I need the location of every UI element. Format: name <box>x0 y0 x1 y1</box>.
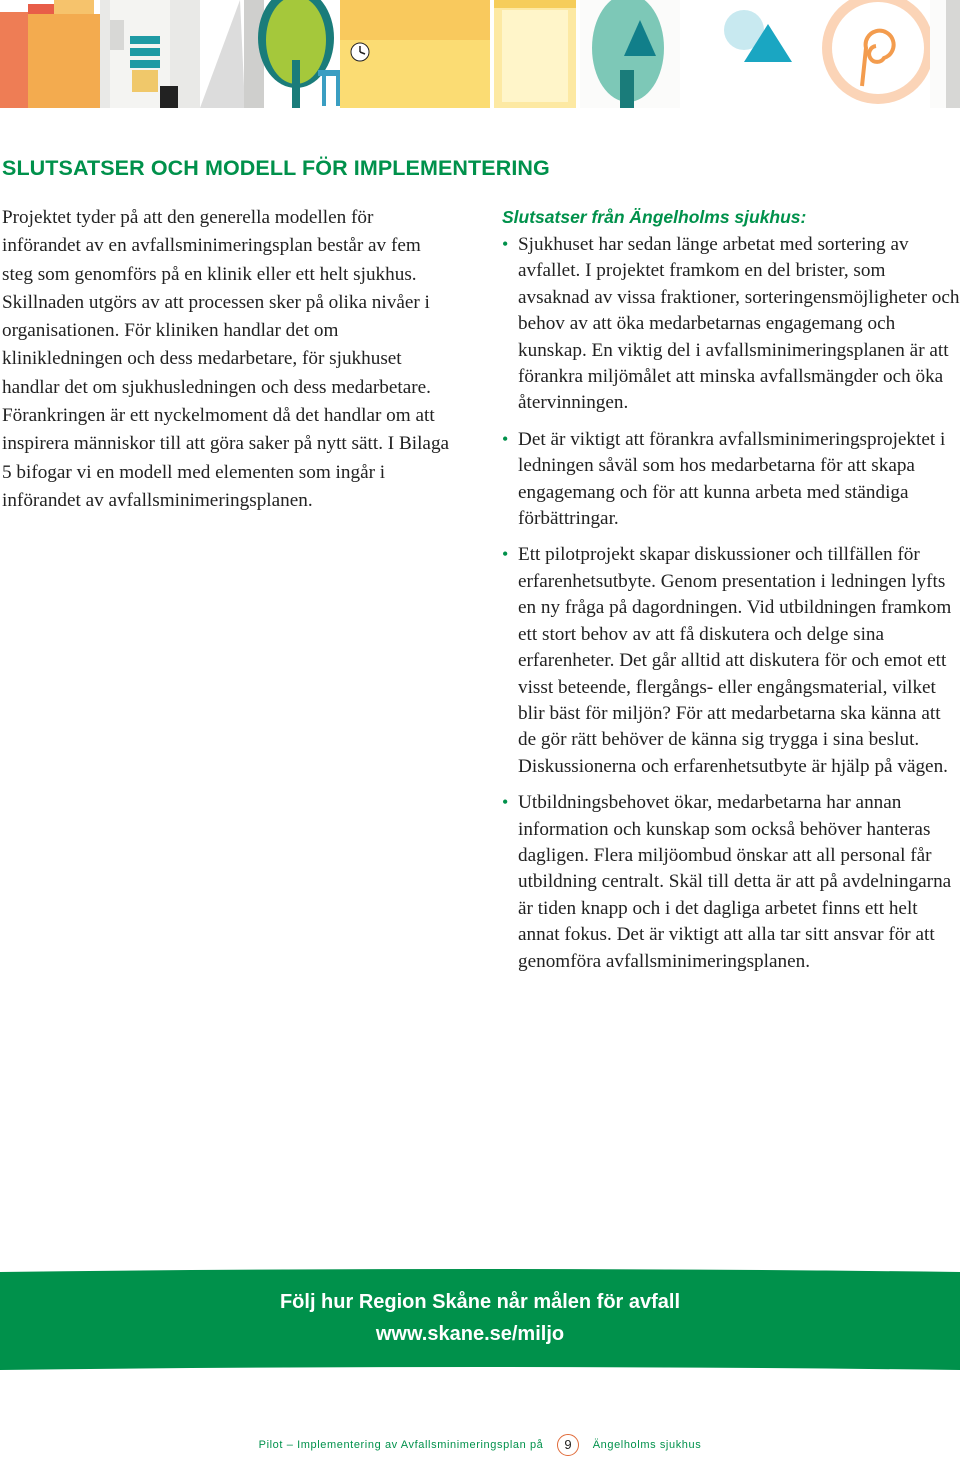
bullet-icon: • <box>502 234 509 254</box>
conclusions-heading: Slutsatser från Ängelholms sjukhus: <box>502 207 807 227</box>
list-item <box>502 542 960 780</box>
list-item-text: Ett pilotprojekt skapar diskussioner och tillfällen för erfarenhetsutbyte. Genom presentation i ledningen lyfts en ny fråga på dagordningen. Vid utbildningen framkom ett stort behov av att få diskutera och delge sina erfarenheter. Det går alltid att diskutera för och emot ett visst beteende, flergångs- eller engångsmaterial, vilket blir bäst för miljön? För att medarbetarna ska känna att de gör rätt behöver de känna sig trygga i sina beslut. Diskussionerna och erfarenhetsutbyte är hjälp på vägen. <box>518 544 952 777</box>
bullet-icon: • <box>502 428 509 449</box>
section-title: SLUTSATSER OCH MODELL FÖR IMPLEMENTERING <box>2 156 550 180</box>
bullet-icon: • <box>502 792 509 813</box>
footer-hospital-name: Ängelholms sjukhus <box>592 1439 702 1451</box>
conclusions-list <box>502 232 960 975</box>
footer-banner-text <box>0 1286 960 1350</box>
page-number: 9 <box>557 1434 579 1456</box>
bullet-icon: • <box>502 544 509 565</box>
intro-paragraph: Projektet tyder på att den generella modellen för införandet av en avfallsminimeringsplan består av fem steg som genomförs på en klinik eller ett helt sjukhus. Skillnaden utgörs av att processen sker på olika nivåer i organisationen. För kliniken handlar det om klinikledningen och dess medarbetare, för sjukhuset handlar det om sjukhusledningen och dess medarbetare. Förankringen är ett nyckelmoment då det handlar om att inspirera människor till att göra saker på nytt sätt. I Bilaga 5 bifogar vi en modell med elementen som ingår i införandet av avfallsminimeringsplanen. <box>2 207 450 511</box>
page-footer <box>0 1434 960 1456</box>
list-item-text: Sjukhuset har sedan länge arbetat med sortering av avfallet. I projektet framkom en del brister, som avsaknad av vissa fraktioner, sorteringensmöjligheter och behov av att öka medarbetarnas engagemang och kunskap. En viktig del i avfallsminimeringsplanen är att förankra miljömålet att minska avfallsmängder och öka återvinningen. <box>518 234 960 414</box>
list-item <box>502 232 960 417</box>
footer-document-title: Pilot – Implementering av Avfallsminimeringsplan på <box>258 1439 544 1451</box>
conclusions-column <box>502 204 960 985</box>
list-item <box>502 790 960 975</box>
header-illustration <box>0 0 960 108</box>
list-item-text: Det är viktigt att förankra avfallsminimeringsprojektet i ledningen såväl som hos medarbetarna för att skapa engagemang och för att kunna arbeta med ständiga förbättringar. <box>518 428 946 530</box>
footer-tagline: Följ hur Region Skåne når målen för avfall <box>279 1291 681 1313</box>
list-item <box>502 427 960 533</box>
list-item-text: Utbildningsbehovet ökar, medarbetarna har annan information och kunskap som också behöver hanteras dagligen. Flera miljöombud önskar att all personal får utbildning centralt. Skäl till detta är att på avdelningarna är tiden knapp och i det dagliga arbetet finns ett helt annat fokus. Det är viktigt att alla tar sitt ansvar för att genomföra avfallsminimeringsplanen. <box>518 792 952 972</box>
footer-link[interactable]: www.skane.se/miljo <box>375 1323 565 1345</box>
